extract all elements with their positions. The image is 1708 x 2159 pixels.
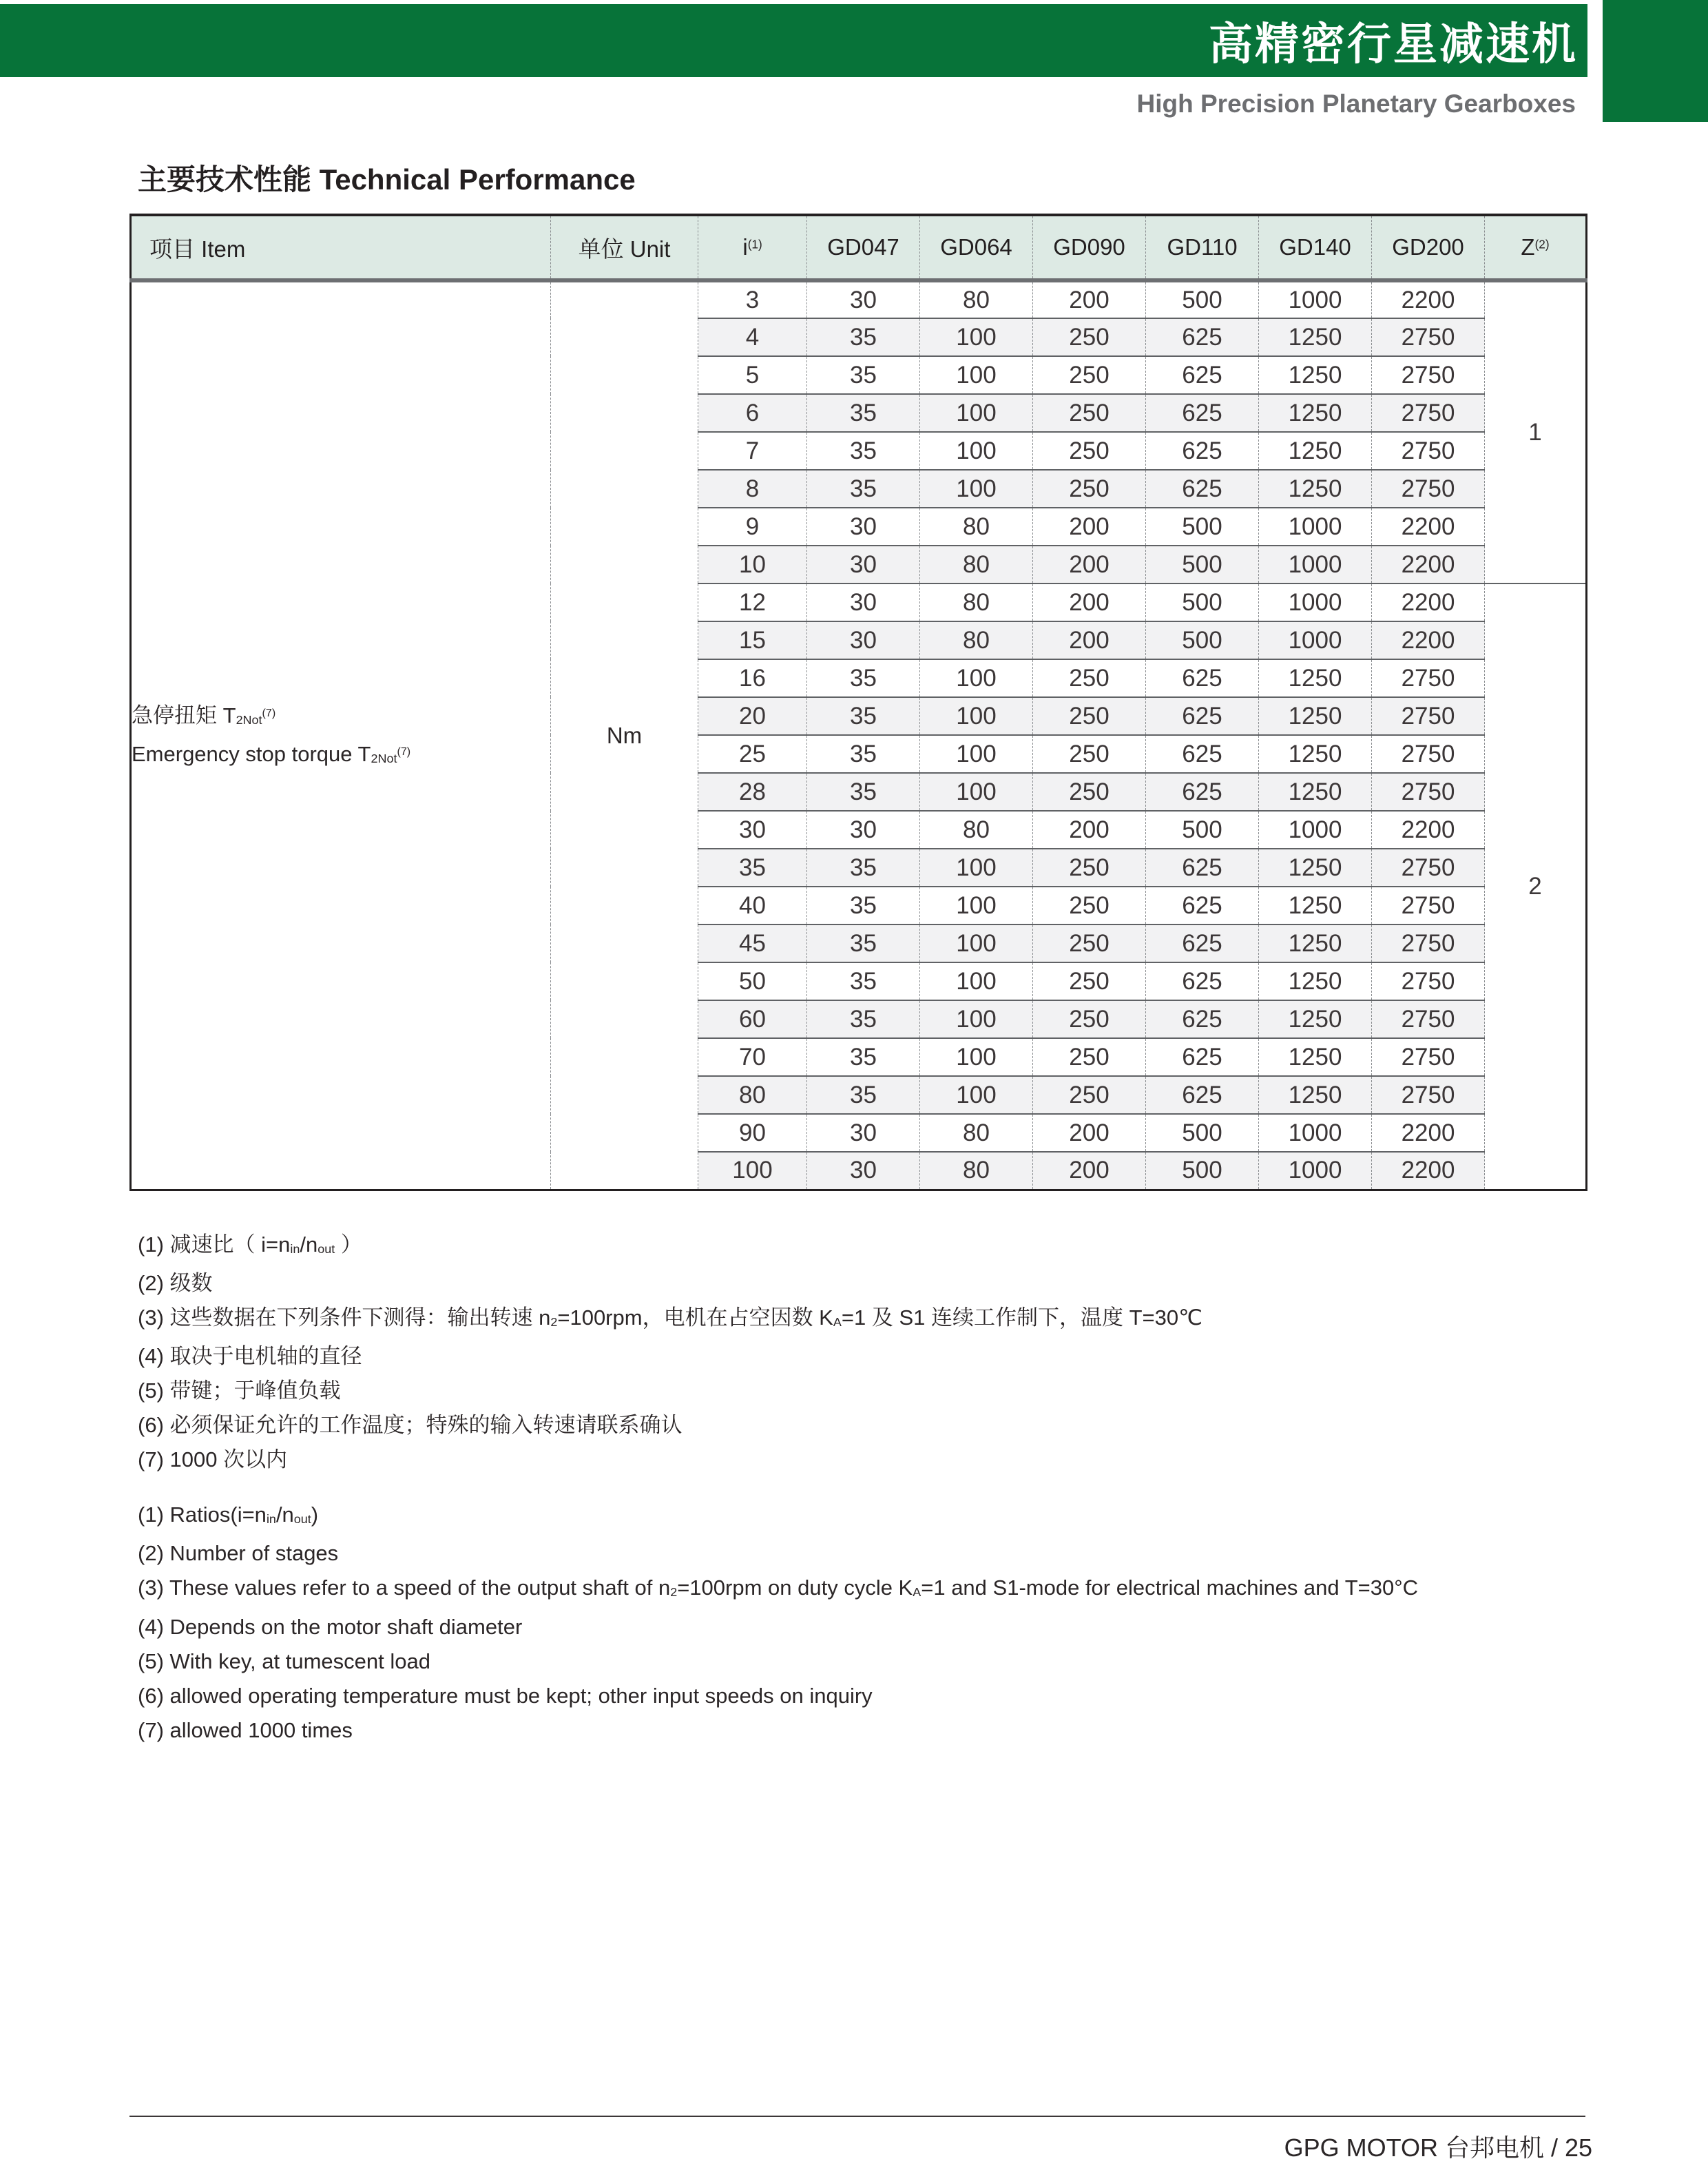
value-cell: 200 xyxy=(1033,508,1146,546)
ratio-cell: 4 xyxy=(698,318,807,356)
col-header-gd064: GD064 xyxy=(920,215,1033,280)
value-cell: 250 xyxy=(1033,924,1146,962)
value-cell: 1250 xyxy=(1259,962,1372,1000)
value-cell: 2750 xyxy=(1372,924,1485,962)
value-cell: 500 xyxy=(1146,1152,1259,1190)
value-cell: 1250 xyxy=(1259,924,1372,962)
ratio-cell: 15 xyxy=(698,621,807,659)
value-cell: 625 xyxy=(1146,773,1259,811)
value-cell: 625 xyxy=(1146,887,1259,924)
value-cell: 2750 xyxy=(1372,1000,1485,1038)
value-cell: 100 xyxy=(920,773,1033,811)
value-cell: 1000 xyxy=(1259,811,1372,849)
unit-cell: Nm xyxy=(551,280,698,1190)
value-cell: 2750 xyxy=(1372,887,1485,924)
ratio-cell: 70 xyxy=(698,1038,807,1076)
value-cell: 2200 xyxy=(1372,583,1485,621)
footnote-line: (3) 这些数据在下列条件下测得：输出转速 $n_2=100rpm$，电机在占空因数 $K_A=1$ 及 S1 连续工作制下，温度 T=30℃ xyxy=(138,1305,1202,1330)
ratio-cell: 30 xyxy=(698,811,807,849)
footnote-line: (4) 取决于电机轴的直径 xyxy=(138,1344,362,1369)
ratio-cell: 28 xyxy=(698,773,807,811)
col-header-unit: 单位 Unit xyxy=(551,215,698,280)
value-cell: 500 xyxy=(1146,1114,1259,1152)
value-cell: 1000 xyxy=(1259,1114,1372,1152)
col-header-gd047: GD047 xyxy=(807,215,920,280)
footnote-line: (1) 减速比（ $i=n_{in}/n_{out}$ ） xyxy=(138,1232,362,1257)
value-cell: 1250 xyxy=(1259,1076,1372,1114)
value-cell: 1250 xyxy=(1259,318,1372,356)
footnote-line: (6) allowed operating temperature must be kept; other input speeds on inquiry xyxy=(138,1683,873,1708)
corner-green-square xyxy=(1603,0,1708,122)
value-cell: 250 xyxy=(1033,1038,1146,1076)
value-cell: 2750 xyxy=(1372,962,1485,1000)
value-cell: 250 xyxy=(1033,887,1146,924)
section-title: 主要技术性能 Technical Performance xyxy=(138,163,636,196)
value-cell: 35 xyxy=(807,659,920,697)
footnotes-en xyxy=(138,1498,1591,1747)
value-cell: 1250 xyxy=(1259,470,1372,508)
value-cell: 200 xyxy=(1033,621,1146,659)
value-cell: 2750 xyxy=(1372,735,1485,773)
ratio-cell: 8 xyxy=(698,470,807,508)
value-cell: 30 xyxy=(807,811,920,849)
value-cell: 2200 xyxy=(1372,621,1485,659)
stage-cell: 1 xyxy=(1485,280,1587,583)
value-cell: 1250 xyxy=(1259,773,1372,811)
value-cell: 250 xyxy=(1033,318,1146,356)
value-cell: 250 xyxy=(1033,470,1146,508)
footnote-line: (2) Number of stages xyxy=(138,1541,339,1566)
value-cell: 625 xyxy=(1146,356,1259,394)
value-cell: 2200 xyxy=(1372,1114,1485,1152)
value-cell: 30 xyxy=(807,583,920,621)
value-cell: 100 xyxy=(920,1038,1033,1076)
ratio-cell: 16 xyxy=(698,659,807,697)
value-cell: 500 xyxy=(1146,280,1259,318)
value-cell: 80 xyxy=(920,811,1033,849)
col-header-gd200: GD200 xyxy=(1372,215,1485,280)
value-cell: 35 xyxy=(807,1076,920,1114)
value-cell: 30 xyxy=(807,621,920,659)
value-cell: 80 xyxy=(920,1152,1033,1190)
table-header-row xyxy=(131,215,1587,280)
value-cell: 625 xyxy=(1146,962,1259,1000)
value-cell: 2750 xyxy=(1372,1076,1485,1114)
ratio-cell: 90 xyxy=(698,1114,807,1152)
value-cell: 1250 xyxy=(1259,849,1372,887)
value-cell: 250 xyxy=(1033,962,1146,1000)
value-cell: 2200 xyxy=(1372,1152,1485,1190)
ratio-cell: 6 xyxy=(698,394,807,432)
performance-table-wrap xyxy=(129,214,1585,1191)
value-cell: 1000 xyxy=(1259,1152,1372,1190)
value-cell: 35 xyxy=(807,962,920,1000)
value-cell: 1000 xyxy=(1259,546,1372,583)
value-cell: 625 xyxy=(1146,1076,1259,1114)
ratio-cell: 35 xyxy=(698,849,807,887)
value-cell: 2750 xyxy=(1372,318,1485,356)
value-cell: 500 xyxy=(1146,621,1259,659)
value-cell: 1000 xyxy=(1259,280,1372,318)
value-cell: 625 xyxy=(1146,1000,1259,1038)
value-cell: 1250 xyxy=(1259,432,1372,470)
value-cell: 2750 xyxy=(1372,394,1485,432)
value-cell: 100 xyxy=(920,735,1033,773)
value-cell: 250 xyxy=(1033,356,1146,394)
value-cell: 250 xyxy=(1033,432,1146,470)
item-label-cell xyxy=(131,280,551,1190)
header-subtitle: High Precision Planetary Gearboxes xyxy=(1136,90,1576,118)
value-cell: 1250 xyxy=(1259,659,1372,697)
value-cell: 2750 xyxy=(1372,356,1485,394)
value-cell: 1000 xyxy=(1259,621,1372,659)
value-cell: 625 xyxy=(1146,697,1259,735)
value-cell: 200 xyxy=(1033,583,1146,621)
item-label-zh: 急停扭矩 $T_{2Not}^{(7)}$ xyxy=(132,703,276,727)
value-cell: 2750 xyxy=(1372,697,1485,735)
value-cell: 250 xyxy=(1033,773,1146,811)
value-cell: 80 xyxy=(920,546,1033,583)
value-cell: 2200 xyxy=(1372,280,1485,318)
value-cell: 100 xyxy=(920,470,1033,508)
ratio-cell: 45 xyxy=(698,924,807,962)
value-cell: 500 xyxy=(1146,546,1259,583)
value-cell: 250 xyxy=(1033,1000,1146,1038)
value-cell: 30 xyxy=(807,280,920,318)
value-cell: 200 xyxy=(1033,1114,1146,1152)
value-cell: 1000 xyxy=(1259,583,1372,621)
col-header-gd090: GD090 xyxy=(1033,215,1146,280)
value-cell: 625 xyxy=(1146,735,1259,773)
value-cell: 2200 xyxy=(1372,508,1485,546)
footer-divider xyxy=(129,2116,1585,2117)
value-cell: 500 xyxy=(1146,811,1259,849)
value-cell: 30 xyxy=(807,508,920,546)
performance-table xyxy=(129,214,1587,1191)
col-header-ratio: $i^{(1)}$ xyxy=(698,215,807,280)
value-cell: 80 xyxy=(920,621,1033,659)
value-cell: 100 xyxy=(920,924,1033,962)
value-cell: 250 xyxy=(1033,659,1146,697)
value-cell: 500 xyxy=(1146,583,1259,621)
footer-page-label: GPG MOTOR 台邦电机 / 25 xyxy=(1284,2134,1592,2159)
value-cell: 2750 xyxy=(1372,470,1485,508)
col-header-stages: $Z^{(2)}$ xyxy=(1485,215,1587,280)
value-cell: 2200 xyxy=(1372,811,1485,849)
value-cell: 250 xyxy=(1033,394,1146,432)
footnote-line: (1) $Ratios(i=n_{in}/n_{out})$ xyxy=(138,1502,319,1527)
value-cell: 100 xyxy=(920,394,1033,432)
header-banner xyxy=(0,4,1587,77)
value-cell: 35 xyxy=(807,849,920,887)
page-title: 高精密行星减速机 xyxy=(1209,19,1578,69)
value-cell: 1250 xyxy=(1259,394,1372,432)
ratio-cell: 20 xyxy=(698,697,807,735)
value-cell: 35 xyxy=(807,773,920,811)
ratio-cell: 7 xyxy=(698,432,807,470)
footnotes xyxy=(138,1228,1591,1748)
value-cell: 80 xyxy=(920,280,1033,318)
value-cell: 30 xyxy=(807,1152,920,1190)
value-cell: 200 xyxy=(1033,1152,1146,1190)
value-cell: 625 xyxy=(1146,470,1259,508)
ratio-cell: 9 xyxy=(698,508,807,546)
value-cell: 625 xyxy=(1146,318,1259,356)
value-cell: 2750 xyxy=(1372,773,1485,811)
ratio-cell: 12 xyxy=(698,583,807,621)
ratio-cell: 10 xyxy=(698,546,807,583)
value-cell: 35 xyxy=(807,394,920,432)
value-cell: 80 xyxy=(920,1114,1033,1152)
value-cell: 1250 xyxy=(1259,887,1372,924)
value-cell: 200 xyxy=(1033,280,1146,318)
value-cell: 35 xyxy=(807,697,920,735)
value-cell: 35 xyxy=(807,432,920,470)
value-cell: 500 xyxy=(1146,508,1259,546)
footnote-line: (3) These values refer to a speed of the output shaft of $n_2=100rpm$ on duty cycle $K_A=1$ and S1-mode for electrical machines and T=30°C xyxy=(138,1576,1419,1600)
value-cell: 30 xyxy=(807,1114,920,1152)
item-label-en: Emergency stop torque $T_{2Not}^{(7)}$ xyxy=(132,741,411,766)
footnote-line: (6) 必须保证允许的工作温度；特殊的输入转速请联系确认 xyxy=(138,1413,683,1438)
value-cell: 35 xyxy=(807,318,920,356)
value-cell: 250 xyxy=(1033,849,1146,887)
value-cell: 100 xyxy=(920,432,1033,470)
value-cell: 35 xyxy=(807,1038,920,1076)
value-cell: 35 xyxy=(807,356,920,394)
value-cell: 625 xyxy=(1146,394,1259,432)
value-cell: 1250 xyxy=(1259,1000,1372,1038)
value-cell: 100 xyxy=(920,962,1033,1000)
value-cell: 250 xyxy=(1033,697,1146,735)
value-cell: 250 xyxy=(1033,735,1146,773)
ratio-cell: 50 xyxy=(698,962,807,1000)
ratio-cell: 25 xyxy=(698,735,807,773)
ratio-cell: 80 xyxy=(698,1076,807,1114)
value-cell: 1250 xyxy=(1259,1038,1372,1076)
value-cell: 625 xyxy=(1146,432,1259,470)
value-cell: 100 xyxy=(920,697,1033,735)
value-cell: 100 xyxy=(920,849,1033,887)
performance-table-body xyxy=(131,280,1587,1190)
value-cell: 30 xyxy=(807,546,920,583)
value-cell: 1250 xyxy=(1259,356,1372,394)
value-cell: 625 xyxy=(1146,924,1259,962)
stage-cell: 2 xyxy=(1485,583,1587,1190)
ratio-cell: 60 xyxy=(698,1000,807,1038)
value-cell: 2200 xyxy=(1372,546,1485,583)
footnote-line: (7) allowed 1000 times xyxy=(138,1717,353,1742)
value-cell: 100 xyxy=(920,1076,1033,1114)
value-cell: 80 xyxy=(920,583,1033,621)
ratio-cell: 3 xyxy=(698,280,807,318)
footnotes-zh xyxy=(138,1228,1591,1477)
value-cell: 100 xyxy=(920,887,1033,924)
value-cell: 100 xyxy=(920,659,1033,697)
value-cell: 625 xyxy=(1146,1038,1259,1076)
footnote-line: (5) With key, at tumescent load xyxy=(138,1649,430,1673)
value-cell: 2750 xyxy=(1372,432,1485,470)
value-cell: 100 xyxy=(920,318,1033,356)
value-cell: 35 xyxy=(807,735,920,773)
value-cell: 100 xyxy=(920,356,1033,394)
value-cell: 35 xyxy=(807,924,920,962)
value-cell: 35 xyxy=(807,1000,920,1038)
value-cell: 35 xyxy=(807,887,920,924)
value-cell: 250 xyxy=(1033,1076,1146,1114)
value-cell: 35 xyxy=(807,470,920,508)
ratio-cell: 5 xyxy=(698,356,807,394)
table-row xyxy=(131,280,1587,318)
value-cell: 200 xyxy=(1033,811,1146,849)
footnote-line: (7) 1000 次以内 xyxy=(138,1447,288,1472)
value-cell: 1000 xyxy=(1259,508,1372,546)
footnote-line: (5) 带键；于峰值负载 xyxy=(138,1378,341,1403)
value-cell: 2750 xyxy=(1372,849,1485,887)
footnote-line: (4) Depends on the motor shaft diameter xyxy=(138,1614,523,1639)
value-cell: 2750 xyxy=(1372,659,1485,697)
value-cell: 1250 xyxy=(1259,697,1372,735)
col-header-gd140: GD140 xyxy=(1259,215,1372,280)
col-header-gd110: GD110 xyxy=(1146,215,1259,280)
col-header-item: 项目 Item xyxy=(131,215,551,280)
value-cell: 625 xyxy=(1146,659,1259,697)
value-cell: 625 xyxy=(1146,849,1259,887)
value-cell: 1250 xyxy=(1259,735,1372,773)
value-cell: 2750 xyxy=(1372,1038,1485,1076)
value-cell: 100 xyxy=(920,1000,1033,1038)
value-cell: 80 xyxy=(920,508,1033,546)
footnote-line: (2) 级数 xyxy=(138,1271,213,1296)
ratio-cell: 100 xyxy=(698,1152,807,1190)
ratio-cell: 40 xyxy=(698,887,807,924)
value-cell: 200 xyxy=(1033,546,1146,583)
